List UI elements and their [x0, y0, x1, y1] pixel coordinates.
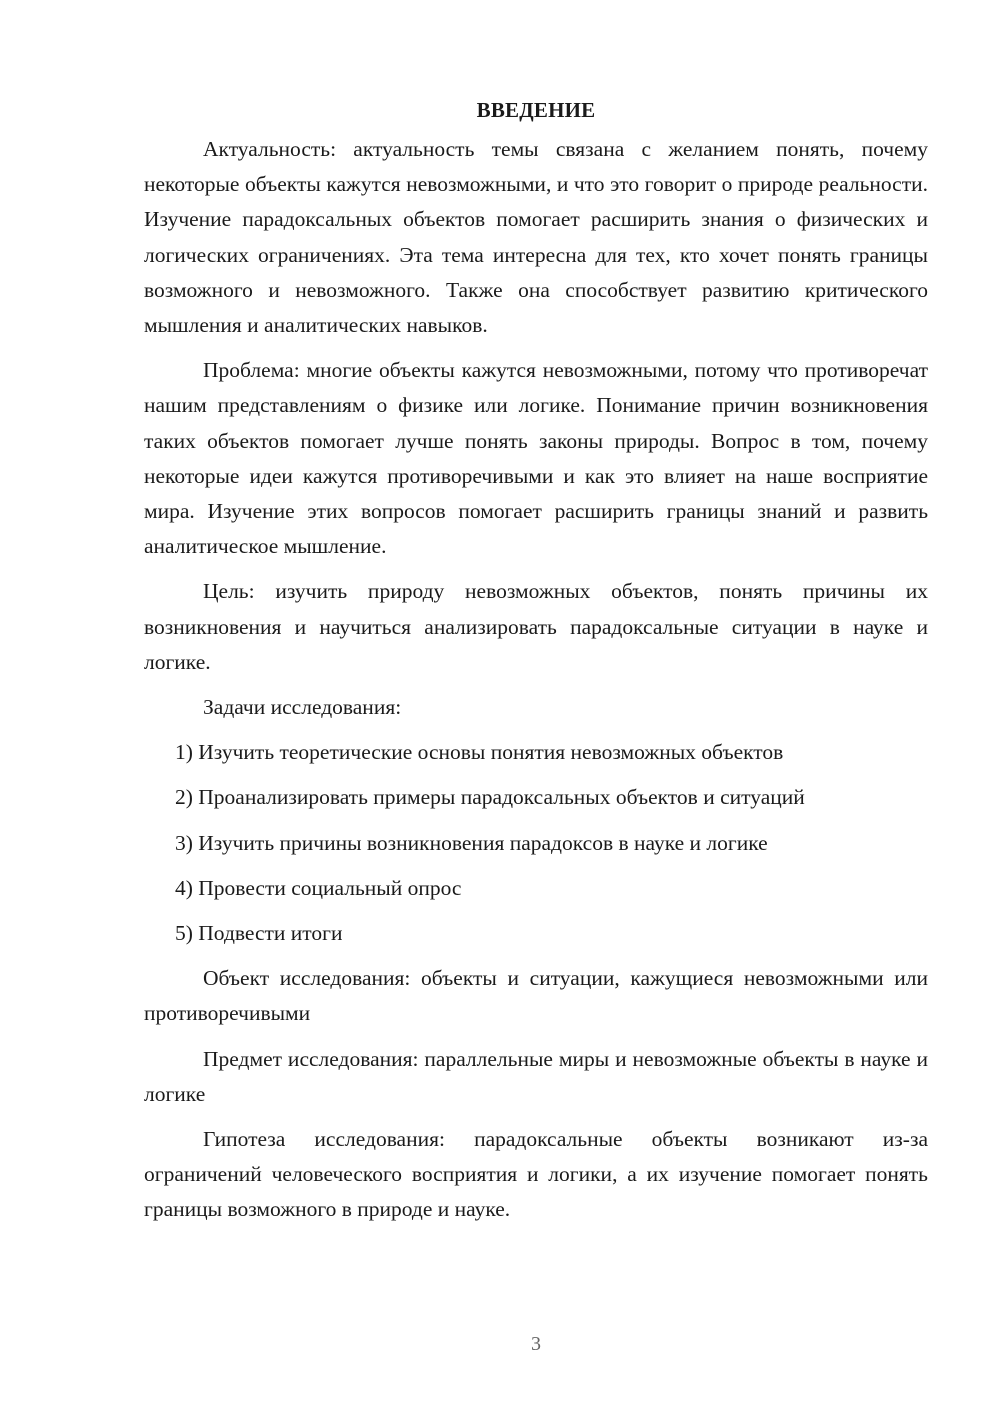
subject-paragraph: Предмет исследования: параллельные миры и невозможные объекты в науке и логике — [144, 1046, 928, 1106]
document-title: ВВЕДЕНИЕ — [476, 98, 596, 122]
tasks-heading: Задачи исследования: — [203, 695, 402, 720]
task-item: 3) Изучить причины возникновения парадоксов в науке и логике — [175, 830, 768, 855]
page-number: 3 — [531, 1333, 541, 1355]
hypothesis-paragraph: Гипотеза исследования: парадоксальные объекты возникают из-за ограничений человеческого восприятия и логики, а их изучение помогает понять границы возможного в природе и науке. — [144, 1127, 928, 1222]
document-page — [144, 92, 928, 1238]
object-paragraph: Объект исследования: объекты и ситуации, кажущиеся невозможными или противоречивыми — [144, 966, 928, 1026]
goal-paragraph: Цель: изучить природу невозможных объектов, понять причины их возникновения и научиться анализировать парадоксальные ситуации в науке и логике. — [144, 579, 928, 674]
relevance-paragraph: Актуальность: актуальность темы связана с желанием понять, почему некоторые объекты кажутся невозможными, и что это говорит о природе реальности. Изучение парадоксальных объектов помогает расширить знания о физических и логических ограничениях. Эта тема интересна для тех, кто хочет понять границы возможного и невозможного. Также она способствует развитию критического мышления и аналитических навыков. — [144, 137, 928, 338]
task-item: 2) Проанализировать примеры парадоксальных объектов и ситуаций — [175, 785, 805, 810]
problem-paragraph: Проблема: многие объекты кажутся невозможными, потому что противоречат нашим представлениям о физике или логике. Понимание причин возникновения таких объектов помогает лучше понять законы природы. Вопрос в том, почему некоторые идеи кажутся противоречивыми и как это влияет на наше восприятие мира. Изучение этих вопросов помогает расширить границы знаний и развить аналитическое мышление. — [144, 358, 928, 559]
tasks-list — [144, 735, 928, 951]
task-item: 4) Провести социальный опрос — [175, 875, 462, 900]
task-item: 1) Изучить теоретические основы понятия невозможных объектов — [175, 740, 784, 765]
task-item: 5) Подвести итоги — [175, 921, 343, 946]
